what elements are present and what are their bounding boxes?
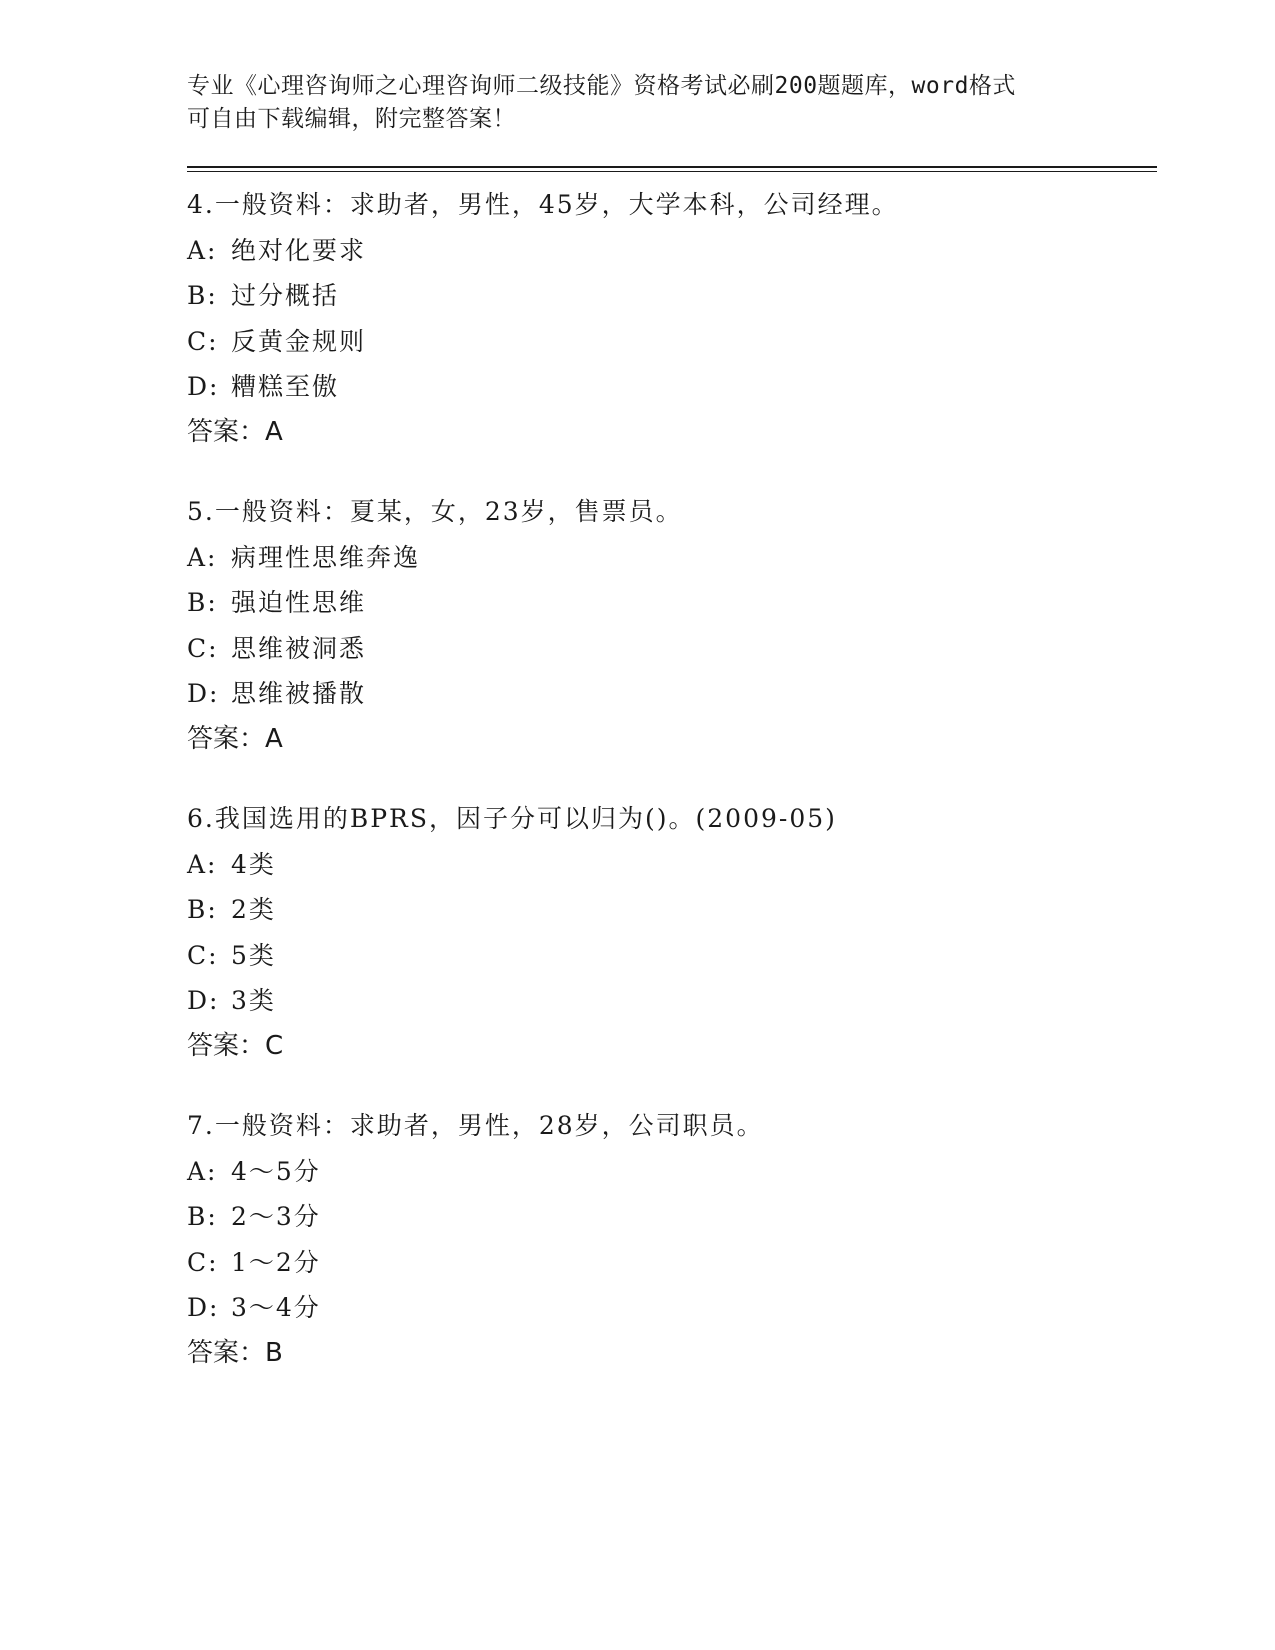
question-item bbox=[187, 796, 1157, 1069]
question-answer: 答案：A bbox=[187, 723, 283, 754]
option-text: 思维被洞悉 bbox=[231, 633, 367, 663]
option-key: A: bbox=[187, 235, 218, 265]
question-option bbox=[187, 1285, 1157, 1331]
option-key: C: bbox=[187, 633, 219, 663]
question-option bbox=[187, 319, 1157, 365]
option-text: 4类 bbox=[231, 849, 276, 879]
question-option bbox=[187, 364, 1157, 410]
question-title: 4.一般资料：求助者，男性，45岁，大学本科，公司经理。 bbox=[187, 190, 899, 219]
question-title: 6.我国选用的BPRS，因子分可以归为()。(2009-05) bbox=[187, 804, 837, 833]
option-text: 过分概括 bbox=[231, 281, 340, 310]
question-option bbox=[187, 626, 1157, 672]
option-text: 4～5分 bbox=[231, 1156, 321, 1186]
option-text: 2～3分 bbox=[231, 1202, 321, 1231]
question-answer: 答案：B bbox=[187, 1337, 283, 1368]
question-answer: 答案：C bbox=[187, 1030, 284, 1061]
option-key: D: bbox=[187, 986, 220, 1015]
question-option bbox=[187, 1240, 1157, 1286]
option-key: D: bbox=[187, 1293, 220, 1322]
option-text: 5类 bbox=[231, 940, 276, 970]
option-key: B: bbox=[187, 281, 218, 310]
question-option bbox=[187, 580, 1157, 626]
option-text: 3类 bbox=[231, 986, 276, 1015]
option-key: C: bbox=[187, 326, 219, 356]
question-option bbox=[187, 978, 1157, 1024]
option-key: C: bbox=[187, 1247, 219, 1277]
option-key: B: bbox=[187, 895, 218, 924]
option-key: A: bbox=[187, 542, 218, 572]
option-text: 糟糕至傲 bbox=[231, 372, 340, 401]
document-page bbox=[187, 70, 1157, 1410]
option-key: A: bbox=[187, 1156, 218, 1186]
option-key: B: bbox=[187, 1202, 218, 1231]
question-option bbox=[187, 228, 1157, 274]
question-option bbox=[187, 933, 1157, 979]
question-list bbox=[187, 182, 1157, 1376]
option-text: 思维被播散 bbox=[231, 679, 367, 708]
option-text: 1～2分 bbox=[231, 1247, 321, 1277]
question-item bbox=[187, 182, 1157, 455]
option-text: 2类 bbox=[231, 895, 276, 924]
question-option bbox=[187, 887, 1157, 933]
option-text: 3～4分 bbox=[231, 1293, 321, 1322]
question-option bbox=[187, 671, 1157, 717]
option-key: A: bbox=[187, 849, 218, 879]
question-title: 5.一般资料：夏某，女，23岁，售票员。 bbox=[187, 497, 683, 526]
question-item bbox=[187, 489, 1157, 762]
option-key: B: bbox=[187, 588, 218, 617]
question-option bbox=[187, 535, 1157, 581]
option-key: D: bbox=[187, 372, 220, 401]
document-header bbox=[187, 70, 1067, 136]
header-line-2: 可自由下载编辑，附完整答案！ bbox=[187, 106, 516, 132]
question-title: 7.一般资料：求助者，男性，28岁，公司职员。 bbox=[187, 1111, 764, 1140]
question-option bbox=[187, 1194, 1157, 1240]
header-line-1: 专业《心理咨询师之心理咨询师二级技能》资格考试必刷200题题库，word格式 bbox=[187, 73, 1016, 99]
question-option bbox=[187, 273, 1157, 319]
question-answer: 答案：A bbox=[187, 416, 283, 447]
option-text: 病理性思维奔逸 bbox=[231, 542, 421, 572]
option-key: C: bbox=[187, 940, 219, 970]
option-text: 绝对化要求 bbox=[231, 235, 367, 265]
option-text: 强迫性思维 bbox=[231, 588, 367, 617]
option-text: 反黄金规则 bbox=[231, 326, 367, 356]
question-item bbox=[187, 1103, 1157, 1376]
question-option bbox=[187, 842, 1157, 888]
option-key: D: bbox=[187, 679, 220, 708]
question-option bbox=[187, 1149, 1157, 1195]
header-divider bbox=[187, 166, 1157, 172]
